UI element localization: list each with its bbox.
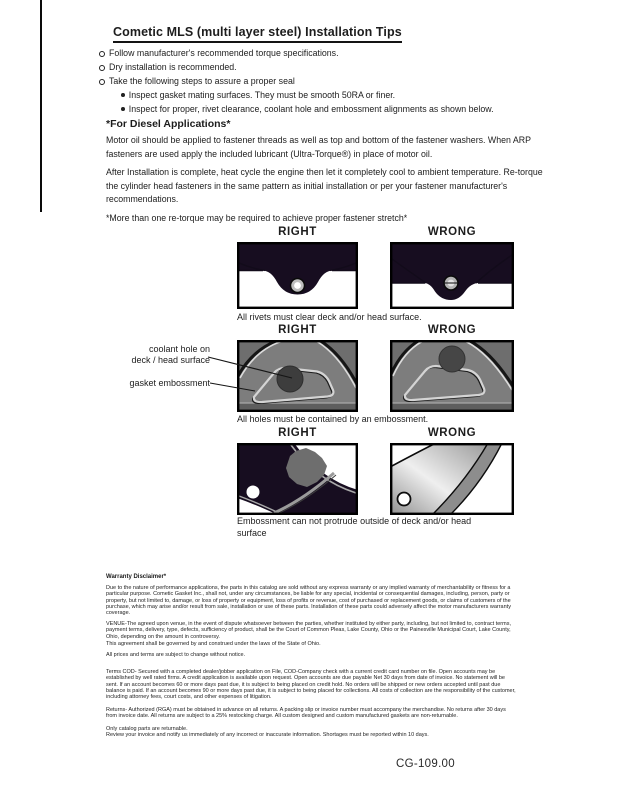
figure1-caption: All rivets must clear deck and/or head surface. <box>237 312 422 322</box>
list-item-text: Follow manufacturer's recommended torque specifications. <box>109 48 339 58</box>
solid-bullet-icon <box>121 107 125 111</box>
solid-bullet-icon <box>121 93 125 97</box>
open-circle-bullet-icon <box>99 79 105 85</box>
gasket-embossment-annotation: gasket embossment <box>129 378 210 388</box>
tips-list <box>99 46 559 116</box>
list-item <box>121 102 559 116</box>
figure3-wrong-diagram <box>390 443 514 515</box>
figure3-right-diagram <box>237 443 358 515</box>
governing-law-line: This agreement shall be governed by and construed under the laws of the State of Ohio. <box>106 641 321 647</box>
coolant-hole-annotation: coolant hole on deck / head surface <box>131 344 210 365</box>
figure1-right-diagram <box>237 242 358 309</box>
list-item-text: Inspect for proper, rivet clearance, coolant hole and embossment alignments as shown below. <box>128 104 494 114</box>
figure3-caption: Embossment can not protrude outside of deck and/or head surface <box>237 516 472 538</box>
list-item-text: Dry installation is recommended. <box>109 62 237 72</box>
list-item <box>99 60 559 74</box>
returnable-note: Only catalog parts are returnable. Review your invoice and notify us immediately of any incorrect or inaccurate information. Shortages must be reported within 10 days. <box>106 726 429 739</box>
bolt-hole-icon <box>247 486 260 499</box>
prices-terms-line: All prices and terms are subject to change without notice. <box>106 652 246 658</box>
list-item <box>99 46 559 60</box>
figure2-wrong-diagram <box>390 340 514 412</box>
document-code: CG-109.00 <box>396 758 455 770</box>
annotation-leader-lines <box>205 348 305 396</box>
venue-paragraph: VENUE-The agreed upon venue, in the event of dispute whatsoever between the parties, whether instituted by either party, including, but not limited to, contract terms, payment terms, delivery, type, defects, sufficiency of product, shall be the Court of Common Pleas, Lake County, Ohio or the Painesville Municipal Court, Lake County, Ohio, depending on the amount in controversy. <box>106 621 511 640</box>
figure3-right-label: RIGHT <box>278 427 317 439</box>
disclaimer-paragraph: Due to the nature of performance applications, the parts in this catalog are sold without any express warranty or any implied warranty of merchantability or fitness for a particular purpose. Cometic Gasket Inc., shall not, under any circumstances, be liable for any special, incidental or consequential damages, including, person, party or property, but not limited to, damage, or loss of property or equipment, loss of profits or revenue, cost of purchased or replacement goods, or claims of customers of the purchase, which may arise and/or result from sale, installation or use of these parts. Installation of these parts could adversely affect the motor manufacturers warranty coverage. <box>106 585 511 617</box>
figure3-wrong-label: WRONG <box>427 427 477 439</box>
warranty-disclaimer-heading: Warranty Disclaimer* <box>106 574 167 580</box>
scan-edge-line <box>40 0 42 212</box>
diesel-paragraph-2: After Installation is complete, heat cycle the engine then let it completely cool to ambient temperature. Re-torque the cylinder head fasteners in the same pattern as initial installation or per your fastener manufacturer's recommendations. <box>106 167 543 204</box>
open-circle-bullet-icon <box>99 65 105 71</box>
figure2-wrong-label: WRONG <box>427 324 477 336</box>
figure1-wrong-label: WRONG <box>427 226 477 238</box>
list-item-text: Take the following steps to assure a proper seal <box>109 76 295 86</box>
coolant-hole-icon <box>439 346 465 372</box>
diesel-paragraph-1: Motor oil should be applied to fastener threads as well as top and bottom of the fastener washers. When ARP fasteners are used apply the included lubricant (Ultra-Torque®) in place of motor oil. <box>106 135 531 159</box>
list-item <box>121 88 559 102</box>
figure1-wrong-diagram <box>390 242 514 309</box>
figure1-right-label: RIGHT <box>278 226 317 238</box>
figure2-caption: All holes must be contained by an embossment. <box>237 414 429 424</box>
list-item <box>99 74 559 88</box>
page-title: Cometic MLS (multi layer steel) Installation Tips <box>113 25 402 43</box>
retorque-note: *More than one re-torque may be required to achieve proper fastener stretch* <box>106 213 408 223</box>
figure2-right-label: RIGHT <box>278 324 317 336</box>
list-item-text: Inspect gasket mating surfaces. They must be smooth 50RA or finer. <box>128 90 396 100</box>
diesel-heading: *For Diesel Applications* <box>106 118 231 130</box>
open-circle-bullet-icon <box>99 51 105 57</box>
returns-paragraph: Returns- Authorized (RGA) must be obtained in advance on all returns. A packing slip or invoice number must accompany the merchandise. No returns after 30 days from invoice date. All returns are subject to a 25% restocking charge. All custom designed and custom manufactured gaskets are non-returnable. <box>106 707 506 720</box>
bolt-hole-icon <box>398 493 411 506</box>
terms-cod-paragraph: Terms COD- Secured with a completed dealer/jobber application on File, COD-Company check with a current credit card number on file. Open accounts may be established by well rated firms. A credit application is available upon request. Open accounts are due payable Net 30 days from date of invoice. No statement will be sent. If an account becomes 60 or more days past due, it is subject to being placed on credit hold. No orders will be shipped or new orders accepted until past due balance is paid. If an account becomes 90 or more days past due, it is subject to being placed for collections. All costs of collection are the responsibility of the customer, including attorney fees, court costs, and other expenses of litigation. <box>106 669 516 701</box>
